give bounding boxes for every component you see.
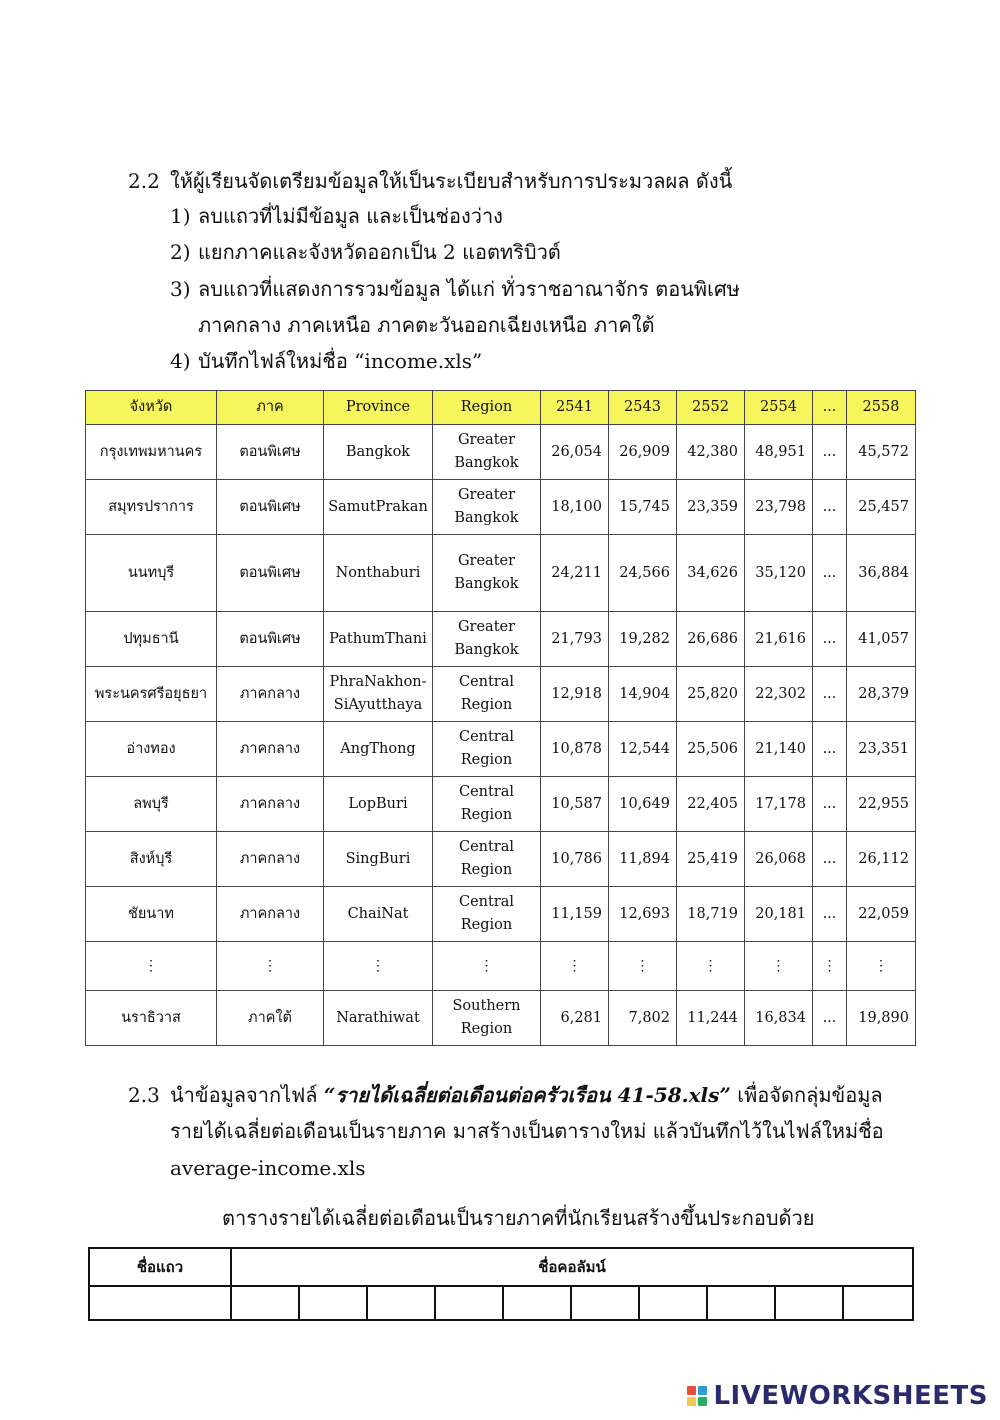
logo-text: LIVEWORKSHEETS bbox=[713, 1381, 988, 1411]
table-cell: ภาคกลาง bbox=[217, 887, 324, 942]
step-text: แยกภาคและจังหวัดออกเป็น 2 แอตทริบิวต์ bbox=[198, 240, 561, 264]
table-cell: Bangkok bbox=[324, 425, 433, 480]
table-cell: 10,878 bbox=[541, 722, 609, 777]
table-cell: LopBuri bbox=[324, 777, 433, 832]
table-cell: 25,820 bbox=[677, 667, 745, 722]
table-cell: 24,566 bbox=[609, 535, 677, 612]
table-cell: ภาคกลาง bbox=[217, 777, 324, 832]
table-cell: ชัยนาท bbox=[86, 887, 217, 942]
table-row bbox=[86, 667, 916, 722]
answer-cell[interactable] bbox=[503, 1286, 571, 1320]
column-name-header: ชื่อคอลัมน์ bbox=[231, 1248, 913, 1286]
header-cell: ภาค bbox=[217, 391, 324, 425]
table-cell: 25,506 bbox=[677, 722, 745, 777]
table-cell: ... bbox=[813, 722, 847, 777]
table-cell: 25,457 bbox=[847, 480, 916, 535]
table-cell: Narathiwat bbox=[324, 991, 433, 1046]
liveworksheets-logo[interactable] bbox=[687, 1380, 988, 1412]
table-row bbox=[86, 991, 916, 1046]
table-cell: 11,244 bbox=[677, 991, 745, 1046]
table-cell: 16,834 bbox=[745, 991, 813, 1046]
table-cell: ปทุมธานี bbox=[86, 612, 217, 667]
table-cell: ChaiNat bbox=[324, 887, 433, 942]
table-cell: ... bbox=[813, 425, 847, 480]
table-cell: สมุทรปราการ bbox=[86, 480, 217, 535]
header-cell: จังหวัด bbox=[86, 391, 217, 425]
table-row bbox=[86, 425, 916, 480]
section-2-3-line-3: average-income.xls bbox=[170, 1156, 366, 1180]
table-cell: 23,798 bbox=[745, 480, 813, 535]
header-cell: Province bbox=[324, 391, 433, 425]
answer-cell[interactable] bbox=[775, 1286, 843, 1320]
table-cell: ⋮ bbox=[86, 942, 217, 991]
table-cell: Greater Bangkok bbox=[433, 535, 541, 612]
logo-mark-icon bbox=[687, 1386, 707, 1406]
table-cell: ภาคกลาง bbox=[217, 832, 324, 887]
section-2-3-line-2: รายได้เฉลี่ยต่อเดือนเป็นรายภาค มาสร้างเป็นตารางใหม่ แล้วบันทึกไว้ในไฟล์ใหม่ชื่อ bbox=[170, 1119, 884, 1143]
table-cell: Central Region bbox=[433, 777, 541, 832]
table-cell: 26,068 bbox=[745, 832, 813, 887]
step-number: 1) bbox=[170, 204, 191, 228]
table-cell: 22,059 bbox=[847, 887, 916, 942]
table-cell: ภาคใต้ bbox=[217, 991, 324, 1046]
table-cell: 7,802 bbox=[609, 991, 677, 1046]
table-cell: 22,302 bbox=[745, 667, 813, 722]
table-cell: 12,693 bbox=[609, 887, 677, 942]
answer-cell[interactable] bbox=[707, 1286, 775, 1320]
table-cell: นราธิวาส bbox=[86, 991, 217, 1046]
table-cell: PhraNakhon-SiAyutthaya bbox=[324, 667, 433, 722]
table-row bbox=[86, 535, 916, 612]
step-text: ภาคกลาง ภาคเหนือ ภาคตะวันออกเฉียงเหนือ ภาคใต้ bbox=[198, 313, 655, 337]
table-cell: พระนครศรีอยุธยา bbox=[86, 667, 217, 722]
table-cell: 25,419 bbox=[677, 832, 745, 887]
answer-cell[interactable] bbox=[435, 1286, 503, 1320]
table-cell: 48,951 bbox=[745, 425, 813, 480]
table-cell: ตอนพิเศษ bbox=[217, 535, 324, 612]
table-cell: 18,719 bbox=[677, 887, 745, 942]
table-cell: 26,686 bbox=[677, 612, 745, 667]
table-cell: ... bbox=[813, 887, 847, 942]
table-cell: ... bbox=[813, 535, 847, 612]
table-cell: Central Region bbox=[433, 667, 541, 722]
table-cell: Nonthaburi bbox=[324, 535, 433, 612]
table-cell: Central Region bbox=[433, 722, 541, 777]
step-item-3-continued bbox=[170, 312, 654, 338]
header-cell: 2552 bbox=[677, 391, 745, 425]
step-number: 3) bbox=[170, 277, 191, 301]
table-cell: Greater Bangkok bbox=[433, 480, 541, 535]
section-number: 2.2 bbox=[128, 169, 160, 193]
table-cell: SamutPrakan bbox=[324, 480, 433, 535]
table-cell: 20,181 bbox=[745, 887, 813, 942]
table-cell: ... bbox=[813, 832, 847, 887]
income-table bbox=[85, 390, 916, 1046]
table-cell: 34,626 bbox=[677, 535, 745, 612]
answer-cell[interactable] bbox=[639, 1286, 707, 1320]
step-text: ลบแถวที่ไม่มีข้อมูล และเป็นช่องว่าง bbox=[198, 204, 503, 228]
table-caption: ตารางรายได้เฉลี่ยต่อเดือนเป็นรายภาคที่นักเรียนสร้างขึ้นประกอบด้วย bbox=[222, 1206, 815, 1230]
header-cell: 2554 bbox=[745, 391, 813, 425]
section-2-2-heading bbox=[128, 168, 732, 194]
blank-answer-table bbox=[88, 1247, 914, 1321]
table-cell: 10,587 bbox=[541, 777, 609, 832]
table-cell: ตอนพิเศษ bbox=[217, 425, 324, 480]
step-number: 4) bbox=[170, 349, 191, 373]
table-cell: 28,379 bbox=[847, 667, 916, 722]
section-number: 2.3 bbox=[128, 1083, 160, 1107]
table-cell: 6,281 bbox=[541, 991, 609, 1046]
table-cell: ⋮ bbox=[433, 942, 541, 991]
table-cell: 23,351 bbox=[847, 722, 916, 777]
table-cell: 19,282 bbox=[609, 612, 677, 667]
answer-cell[interactable] bbox=[571, 1286, 639, 1320]
table-cell: ⋮ bbox=[217, 942, 324, 991]
answer-cell[interactable] bbox=[89, 1286, 231, 1320]
table-cell: ... bbox=[813, 612, 847, 667]
answer-cell[interactable] bbox=[367, 1286, 435, 1320]
table-cell: Greater Bangkok bbox=[433, 425, 541, 480]
step-number: 2) bbox=[170, 240, 191, 264]
table-cell: 12,918 bbox=[541, 667, 609, 722]
table-cell: 26,054 bbox=[541, 425, 609, 480]
table-cell: 18,100 bbox=[541, 480, 609, 535]
header-cell: ... bbox=[813, 391, 847, 425]
table-cell: ภาคกลาง bbox=[217, 667, 324, 722]
table-cell: ตอนพิเศษ bbox=[217, 612, 324, 667]
source-filename: “รายได้เฉลี่ยต่อเดือนต่อครัวเรือน 41-58.xls” bbox=[323, 1083, 731, 1107]
table-cell: PathumThani bbox=[324, 612, 433, 667]
table-row bbox=[86, 722, 916, 777]
table-cell: 10,649 bbox=[609, 777, 677, 832]
table-row bbox=[86, 887, 916, 942]
table-cell: 19,890 bbox=[847, 991, 916, 1046]
table-cell: ... bbox=[813, 667, 847, 722]
table-cell: 36,884 bbox=[847, 535, 916, 612]
table-cell: AngThong bbox=[324, 722, 433, 777]
header-cell: 2541 bbox=[541, 391, 609, 425]
table-cell: 11,894 bbox=[609, 832, 677, 887]
table-cell: ⋮ bbox=[847, 942, 916, 991]
table-cell: ภาคกลาง bbox=[217, 722, 324, 777]
table-cell: ⋮ bbox=[609, 942, 677, 991]
table-cell: ⋮ bbox=[813, 942, 847, 991]
table-cell: 42,380 bbox=[677, 425, 745, 480]
section-2-3-heading bbox=[128, 1082, 883, 1108]
row-name-header: ชื่อแถว bbox=[89, 1248, 231, 1286]
table-cell: Southern Region bbox=[433, 991, 541, 1046]
section-text: เพื่อจัดกลุ่มข้อมูล bbox=[730, 1083, 883, 1107]
table-cell: SingBuri bbox=[324, 832, 433, 887]
table-cell: ... bbox=[813, 480, 847, 535]
answer-cell[interactable] bbox=[843, 1286, 913, 1320]
table-cell: 24,211 bbox=[541, 535, 609, 612]
table-cell: ... bbox=[813, 991, 847, 1046]
blank-table-answer-row bbox=[89, 1286, 913, 1320]
table-cell: Greater Bangkok bbox=[433, 612, 541, 667]
answer-cell[interactable] bbox=[231, 1286, 299, 1320]
header-cell: Region bbox=[433, 391, 541, 425]
income-table-header-row bbox=[86, 391, 916, 425]
header-cell: 2543 bbox=[609, 391, 677, 425]
table-cell: 15,745 bbox=[609, 480, 677, 535]
step-text: บันทึกไฟล์ใหม่ชื่อ “income.xls” bbox=[198, 349, 483, 373]
table-cell: 26,112 bbox=[847, 832, 916, 887]
table-cell: 11,159 bbox=[541, 887, 609, 942]
table-cell: 35,120 bbox=[745, 535, 813, 612]
table-cell: อ่างทอง bbox=[86, 722, 217, 777]
table-cell: 14,904 bbox=[609, 667, 677, 722]
table-cell: 21,140 bbox=[745, 722, 813, 777]
table-cell: 26,909 bbox=[609, 425, 677, 480]
step-text: ลบแถวที่แสดงการรวมข้อมูล ได้แก่ ทั่วราชอาณาจักร ตอนพิเศษ bbox=[198, 277, 740, 301]
table-cell: ⋮ bbox=[677, 942, 745, 991]
table-cell: 10,786 bbox=[541, 832, 609, 887]
section-title: ให้ผู้เรียนจัดเตรียมข้อมูลให้เป็นระเบียบสำหรับการประมวลผล ดังนี้ bbox=[170, 169, 733, 193]
table-row bbox=[86, 777, 916, 832]
table-cell: ⋮ bbox=[745, 942, 813, 991]
step-item-1 bbox=[170, 203, 503, 229]
section-text: นำข้อมูลจากไฟล์ bbox=[170, 1083, 324, 1107]
table-cell: ⋮ bbox=[541, 942, 609, 991]
step-item-3 bbox=[170, 276, 740, 302]
table-cell: 22,955 bbox=[847, 777, 916, 832]
step-item-4 bbox=[170, 348, 482, 374]
table-cell: กรุงเทพมหานคร bbox=[86, 425, 217, 480]
table-cell: 22,405 bbox=[677, 777, 745, 832]
table-cell: 21,793 bbox=[541, 612, 609, 667]
table-cell: 12,544 bbox=[609, 722, 677, 777]
table-cell: ... bbox=[813, 777, 847, 832]
table-cell: 17,178 bbox=[745, 777, 813, 832]
table-cell: ตอนพิเศษ bbox=[217, 480, 324, 535]
table-cell: Central Region bbox=[433, 887, 541, 942]
table-row bbox=[86, 942, 916, 991]
table-cell: 41,057 bbox=[847, 612, 916, 667]
table-cell: ลพบุรี bbox=[86, 777, 217, 832]
table-cell: 45,572 bbox=[847, 425, 916, 480]
table-cell: นนทบุรี bbox=[86, 535, 217, 612]
table-cell: 23,359 bbox=[677, 480, 745, 535]
answer-cell[interactable] bbox=[299, 1286, 367, 1320]
table-cell: 21,616 bbox=[745, 612, 813, 667]
table-cell: Central Region bbox=[433, 832, 541, 887]
table-row bbox=[86, 480, 916, 535]
step-item-2 bbox=[170, 239, 561, 265]
header-cell: 2558 bbox=[847, 391, 916, 425]
table-row bbox=[86, 832, 916, 887]
table-cell: ⋮ bbox=[324, 942, 433, 991]
table-cell: สิงห์บุรี bbox=[86, 832, 217, 887]
blank-table-header-row bbox=[89, 1248, 913, 1286]
table-row bbox=[86, 612, 916, 667]
